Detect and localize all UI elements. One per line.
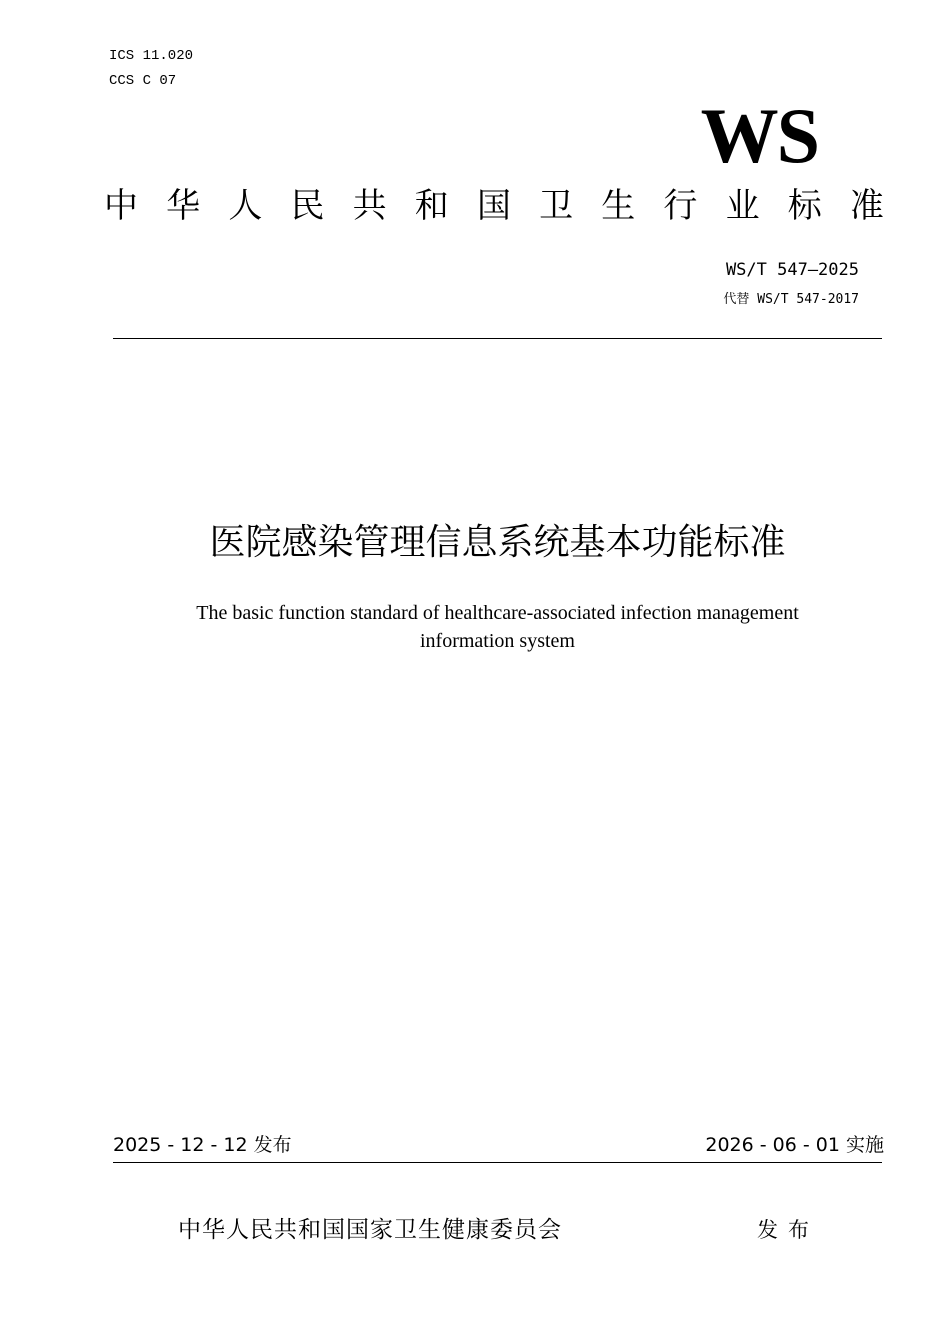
publish-date: 2025 - 12 - 12 发布 bbox=[113, 1134, 292, 1156]
issuer-title-char: 生 bbox=[601, 186, 636, 226]
effective-date: 2026 - 06 - 01 实施 bbox=[705, 1134, 884, 1156]
ccs-code: CCS C 07 bbox=[109, 73, 177, 89]
replaces-standard: 代替 WS/T 547-2017 bbox=[723, 292, 859, 307]
issuer-title bbox=[104, 186, 884, 226]
document-title-en bbox=[0, 599, 950, 655]
ws-logo: WS bbox=[700, 92, 818, 179]
issuer-title-char: 准 bbox=[849, 186, 884, 226]
issuer-title-char: 标 bbox=[787, 186, 822, 226]
standard-number: WS/T 547—2025 bbox=[725, 260, 859, 280]
top-divider bbox=[113, 338, 882, 339]
issuer-title-char: 行 bbox=[663, 186, 698, 226]
document-title-cn: 医院感染管理信息系统基本功能标准 bbox=[209, 522, 786, 563]
issuer-title-char: 华 bbox=[166, 186, 201, 226]
issuer-title-char: 国 bbox=[476, 186, 511, 226]
issuer-title-char: 卫 bbox=[539, 186, 574, 226]
issuer-title-char: 民 bbox=[290, 186, 325, 226]
issuer-title-char: 和 bbox=[414, 186, 449, 226]
bottom-divider bbox=[113, 1162, 882, 1163]
issuer-title-char: 业 bbox=[725, 186, 760, 226]
issuing-authority: 中华人民共和国国家卫生健康委员会 bbox=[178, 1217, 562, 1243]
issuer-title-char: 中 bbox=[104, 186, 138, 226]
issue-label: 发布 bbox=[757, 1218, 819, 1242]
document-title-en-line2: information system bbox=[420, 630, 575, 652]
ics-code: ICS 11.020 bbox=[109, 48, 194, 64]
document-title-en-line1: The basic function standard of healthcare-associated infection management bbox=[196, 602, 799, 624]
issuer-title-char: 共 bbox=[352, 186, 387, 226]
issuer-title-char: 人 bbox=[228, 186, 263, 226]
